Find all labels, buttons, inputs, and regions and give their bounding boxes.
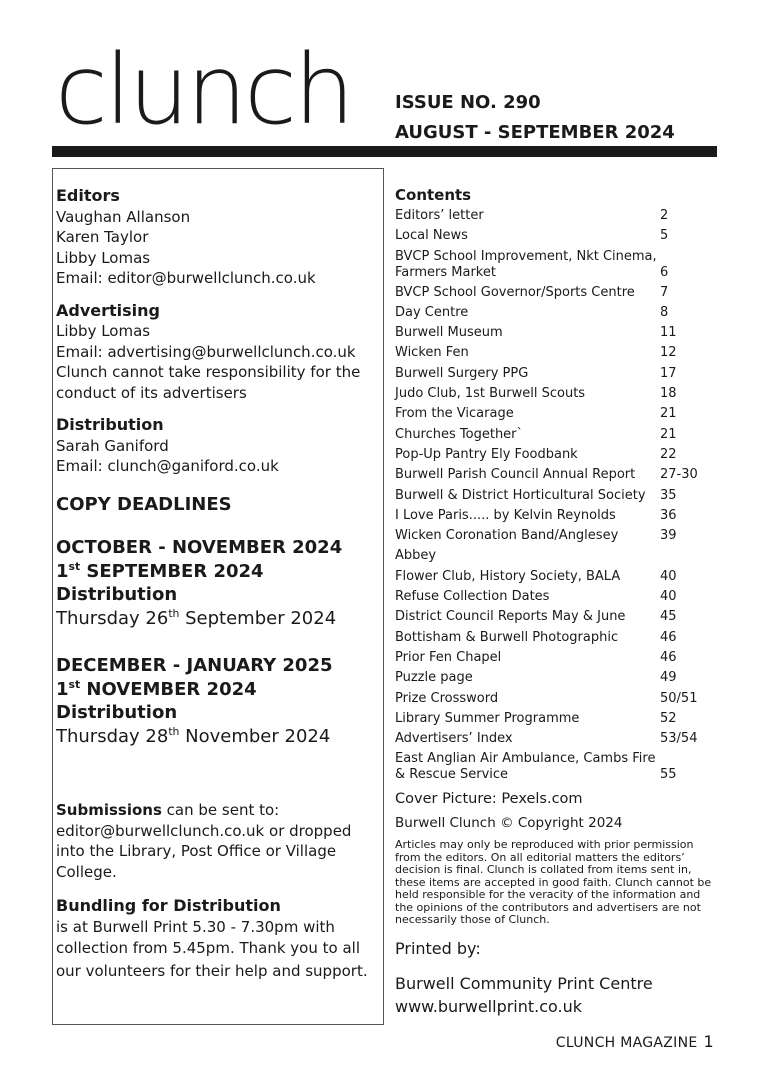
- contents-title: Flower Club, History Society, BALA: [395, 568, 621, 584]
- cover-credit: Cover Picture: Pexels.com: [395, 791, 583, 808]
- contents-title: Burwell Surgery PPG: [395, 365, 529, 381]
- contents-row: [395, 445, 715, 465]
- contents-page: 45: [660, 609, 677, 625]
- contents-row: [395, 628, 715, 648]
- contents-title: Pop-Up Pantry Ely Foodbank: [395, 446, 578, 462]
- deadline-distribution-label: Distribution: [56, 584, 178, 605]
- contents-row: [395, 206, 715, 226]
- contents-row: [395, 247, 715, 283]
- deadline-date: 1st NOVEMBER 2024: [56, 677, 257, 700]
- contents-list: [395, 206, 715, 785]
- contents-title: Local News: [395, 228, 468, 244]
- advertising-name: Libby Lomas: [56, 322, 151, 340]
- contents-title: Churches Together`: [395, 426, 524, 442]
- contents-page: 17: [660, 365, 677, 381]
- contents-page: 35: [660, 487, 677, 503]
- contents-row: [395, 607, 715, 627]
- contents-title: Burwell Parish Council Annual Report: [395, 467, 636, 483]
- contents-title: From the Vicarage: [395, 406, 514, 422]
- contents-page: 39: [660, 528, 677, 544]
- deadline-issue: DECEMBER - JANUARY 2025: [56, 655, 333, 676]
- submissions-text: Submissions can be sent to: editor@burwellclunch.co.uk or dropped into the Library, Post Office or Village College.: [56, 801, 352, 881]
- deadline-date: 1st SEPTEMBER 2024: [56, 559, 264, 582]
- contents-page: 27-30: [660, 467, 698, 483]
- footer-label: CLUNCH MAGAZINE: [555, 1035, 698, 1051]
- contents-row: [395, 486, 715, 506]
- contents-page: 46: [660, 629, 677, 645]
- page-footer: [556, 1032, 714, 1051]
- contents-title: Burwell & District Horticultural Society: [395, 487, 646, 503]
- contents-page: 12: [660, 345, 677, 361]
- printer-info: [395, 972, 715, 1018]
- contents-page: 8: [660, 304, 669, 320]
- contents-row: [395, 749, 715, 785]
- editor-name: Vaughan Allanson: [56, 207, 191, 226]
- contents-title: Advertisers’ Index: [395, 731, 513, 747]
- editor-name: Karen Taylor: [56, 228, 149, 246]
- contents-title: Editors’ letter: [395, 208, 484, 223]
- contents-row: [395, 404, 715, 424]
- distribution-email: Email: clunch@ganiford.co.uk: [56, 457, 279, 475]
- contents-title: Prior Fen Chapel: [395, 649, 502, 665]
- contents-title: Burwell Museum: [395, 325, 503, 341]
- deadlines-heading: COPY DEADLINES: [56, 493, 232, 515]
- contents-title: BVCP School Governor/Sports Centre: [395, 284, 635, 300]
- advertising-email: Email: advertising@burwellclunch.co.uk: [56, 342, 356, 361]
- deadline-distribution-date: Thursday 28th November 2024: [56, 724, 331, 747]
- issue-number: ISSUE NO. 290: [395, 92, 541, 113]
- contents-heading: Contents: [395, 186, 472, 204]
- bundling-heading: Bundling for Distribution: [56, 896, 281, 915]
- contents-page: 5: [660, 228, 669, 244]
- contents-row: [395, 384, 715, 404]
- contents-page: 50/51: [660, 690, 698, 706]
- contents-page: 21: [660, 406, 677, 422]
- editors-email: Email: editor@burwellclunch.co.uk: [56, 269, 316, 287]
- contents-title: I Love Paris..... by Kelvin Reynolds: [395, 507, 616, 523]
- contents-row: [395, 226, 715, 246]
- contents-row: [395, 323, 715, 343]
- contents-row: [395, 425, 715, 445]
- printer-name: Burwell Community Print Centre: [395, 973, 653, 993]
- bundling-line: is at Burwell Print 5.30 - 7.30pm with: [56, 917, 335, 936]
- contents-page: 7: [660, 284, 669, 300]
- deadline-distribution-label: Distribution: [56, 702, 178, 723]
- contents-page: 2: [660, 208, 669, 223]
- contents-row: [395, 364, 715, 384]
- advertising-note: Clunch cannot take responsibility for the conduct of its advertisers: [56, 363, 361, 402]
- deadline-issue: OCTOBER - NOVEMBER 2024: [56, 537, 343, 558]
- deadline-distribution-date: Thursday 26th September 2024: [56, 606, 337, 629]
- issue-date: AUGUST - SEPTEMBER 2024: [395, 122, 675, 143]
- contents-page: 40: [660, 589, 677, 605]
- contents-row: [395, 709, 715, 729]
- contents-row: [395, 689, 715, 709]
- contents-title: East Anglian Air Ambulance, Cambs Fire & Rescue Service: [395, 751, 656, 783]
- contents-row: [395, 587, 715, 607]
- copyright: Burwell Clunch © Copyright 2024: [395, 815, 623, 832]
- contents-title: Library Summer Programme: [395, 710, 580, 726]
- contents-row: [395, 668, 715, 688]
- contents-title: Wicken Coronation Band/Anglesey Abbey: [395, 528, 619, 564]
- printed-by-label: Printed by:: [395, 938, 481, 958]
- contents-page: 46: [660, 649, 677, 665]
- contents-page: 36: [660, 507, 677, 523]
- distribution-name: Sarah Ganiford: [56, 436, 169, 455]
- disclaimer: Articles may only be reproduced with prior permission from the editors. On all editorial matters the editors’ decision is final. Clunch is collated from items sent in, these items are accepted in good faith. Clunch cannot be held responsible for the veracity of the information and the opinions of the contributors and advertisers are not necessarily those of Clunch.: [395, 838, 712, 927]
- contents-row: [395, 567, 715, 587]
- contents-row: [395, 465, 715, 485]
- advertising-heading: Advertising: [56, 300, 160, 320]
- contents-page: 11: [660, 325, 677, 341]
- contents-row: [395, 343, 715, 363]
- contents-page: 53/54: [660, 731, 698, 747]
- editor-name: Libby Lomas: [56, 248, 151, 267]
- contents-page: 40: [660, 568, 677, 584]
- contents-title: District Council Reports May & June: [395, 609, 626, 625]
- contents-row: [395, 648, 715, 668]
- contents-title: Prize Crossword: [395, 690, 499, 706]
- info-column: [56, 186, 376, 983]
- contents-title: Refuse Collection Dates: [395, 589, 550, 605]
- page-number: 1: [703, 1032, 714, 1051]
- contents-row: [395, 303, 715, 323]
- bundling-text: collection from 5.45pm. Thank you to all our volunteers for their help and support.: [56, 939, 368, 980]
- contents-page: 52: [660, 710, 677, 726]
- contents-page: 49: [660, 670, 677, 686]
- issue-info: [395, 88, 675, 148]
- contents-row: [395, 526, 715, 567]
- contents-page: 18: [660, 386, 677, 402]
- contents-page: 55: [660, 767, 677, 783]
- header-rule: [52, 146, 717, 157]
- contents-page: 22: [660, 446, 677, 462]
- masthead-title: clunch: [55, 34, 352, 146]
- contents-column: [395, 186, 715, 1018]
- contents-row: [395, 506, 715, 526]
- contents-page: 21: [660, 426, 677, 442]
- contents-title: BVCP School Improvement, Nkt Cinema, Farmers Market: [395, 248, 657, 280]
- distribution-heading: Distribution: [56, 415, 164, 434]
- contents-title: Day Centre: [395, 304, 469, 320]
- printer-url[interactable]: www.burwellprint.co.uk: [395, 996, 583, 1016]
- contents-row: [395, 283, 715, 303]
- contents-row: [395, 729, 715, 749]
- editors-heading: Editors: [56, 186, 120, 205]
- contents-page: 6: [660, 264, 669, 280]
- contents-title: Judo Club, 1st Burwell Scouts: [395, 386, 586, 402]
- contents-title: Wicken Fen: [395, 345, 469, 361]
- contents-title: Puzzle page: [395, 670, 473, 686]
- contents-title: Bottisham & Burwell Photographic: [395, 629, 619, 645]
